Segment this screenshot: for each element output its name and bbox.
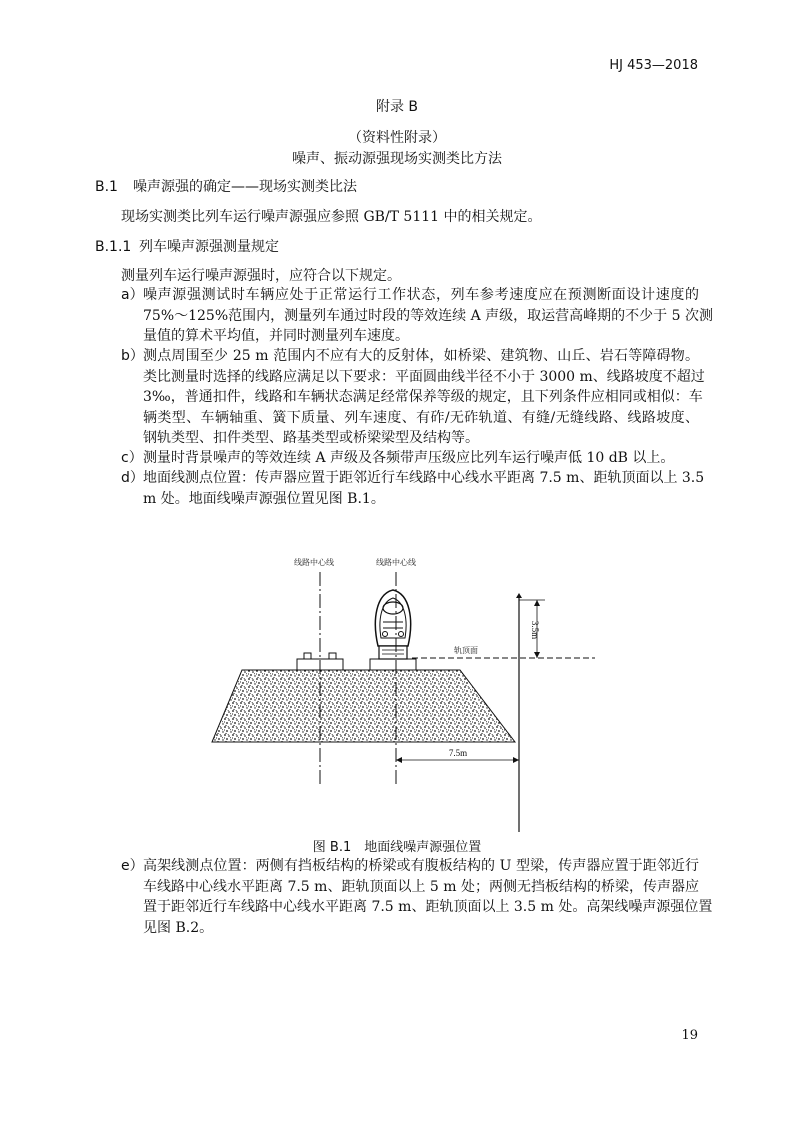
figure-caption: 图 B.1 地面线噪声源强位置 — [312, 840, 482, 855]
list-item-b — [121, 346, 705, 449]
figure-b1-diagram — [200, 550, 610, 835]
item-line: 钢轨类型、扣件类型、路基类型或桥梁梁型及结构等。 — [143, 430, 479, 446]
centerline-right-label: 线路中心线 — [376, 558, 416, 567]
section-title: 噪声源强的确定——现场实测类比法 — [133, 179, 357, 195]
section-number: B.1 — [95, 179, 118, 195]
item-label: d） — [121, 470, 144, 486]
item-line: 75%～125%范围内，测量列车通过时段的等效连续 A 声级，取运营高峰期的不少于 5 次测 — [143, 307, 713, 324]
item-line: 高架线测点位置：两侧有挡板结构的桥梁或有腹板结构的 U 型梁，传声器应置于距邻近行 — [143, 858, 699, 874]
section-title: 列车噪声源强测量规定 — [139, 239, 279, 255]
item-line: m 处。地面线噪声源强位置见图 B.1。 — [143, 490, 385, 507]
section-number: B.1.1 — [95, 239, 132, 255]
list-item-d — [121, 468, 705, 509]
section-b1-text: 现场实测类比列车运行噪声源强应参照 GB/T 5111 中的相关规定。 — [121, 209, 542, 225]
item-line: 见图 B.2。 — [143, 919, 214, 936]
centerline-left-label: 线路中心线 — [294, 558, 334, 567]
item-label: c） — [121, 450, 143, 466]
item-label: b） — [121, 348, 144, 364]
appendix-title: 附录 B — [375, 99, 419, 115]
item-line: 地面线测点位置：传声器应置于距邻近行车线路中心线水平距离 7.5 m、距轨顶面以上 3.5 — [143, 470, 705, 486]
section-b11-heading — [95, 236, 279, 256]
list-item-e — [121, 856, 713, 938]
dim-height-label: 3.5m — [530, 620, 540, 640]
section-b11-intro: 测量列车运行噪声源强时，应符合以下规定。 — [121, 268, 401, 284]
appendix-type: （资料性附录） — [348, 130, 446, 146]
item-line: 车线路中心线水平距离 7.5 m、距轨顶面以上 5 m 处；两侧无挡板结构的桥梁，传声器应 — [143, 878, 699, 895]
item-line: 测量时背景噪声的等效连续 A 声级及各频带声压级应比列车运行噪声低 10 dB 以上。 — [143, 450, 675, 466]
item-line: 量值的算术平均值，并同时测量列车速度。 — [143, 328, 409, 344]
item-line: 噪声源强测试时车辆应处于正常运行工作状态，列车参考速度应在预测断面设计速度的 — [143, 287, 699, 303]
page-number: 19 — [681, 1028, 698, 1043]
item-line: 辆类型、车辆轴重、簧下质量、列车速度、有砟/无砟轨道、有缝/无缝线路、线路坡度、 — [143, 409, 699, 426]
train-front — [370, 590, 416, 670]
list-item-c — [121, 448, 699, 469]
microphone-point — [516, 593, 522, 598]
appendix-subtitle: 噪声、振动源强现场实测类比方法 — [292, 151, 502, 167]
item-label: a） — [121, 287, 144, 303]
item-label: e） — [121, 858, 144, 874]
item-line: 类比测量时选择的线路应满足以下要求：平面圆曲线半径不小于 3000 m、线路坡度不超过 — [143, 368, 705, 385]
item-line: 3‰，普通扣件，线路和车辆状态满足经常保养等级的规定，且下列条件应相同或相似：车 — [143, 389, 703, 405]
rail-top-label: 轨顶面 — [454, 646, 478, 655]
dim-distance-label: 7.5m — [448, 748, 468, 758]
item-line: 测点周围至少 25 m 范围内不应有大的反射体，如桥梁、建筑物、山丘、岩石等障碍物。 — [143, 348, 699, 364]
ballast-embankment — [212, 670, 515, 742]
document-code: HJ 453—2018 — [609, 58, 698, 73]
section-b1-heading — [95, 176, 357, 196]
item-line: 置于距邻近行车线路中心线水平距离 7.5 m、距轨顶面以上 3.5 m 处。高架线噪声源强位置 — [143, 899, 713, 915]
list-item-a — [121, 285, 713, 347]
